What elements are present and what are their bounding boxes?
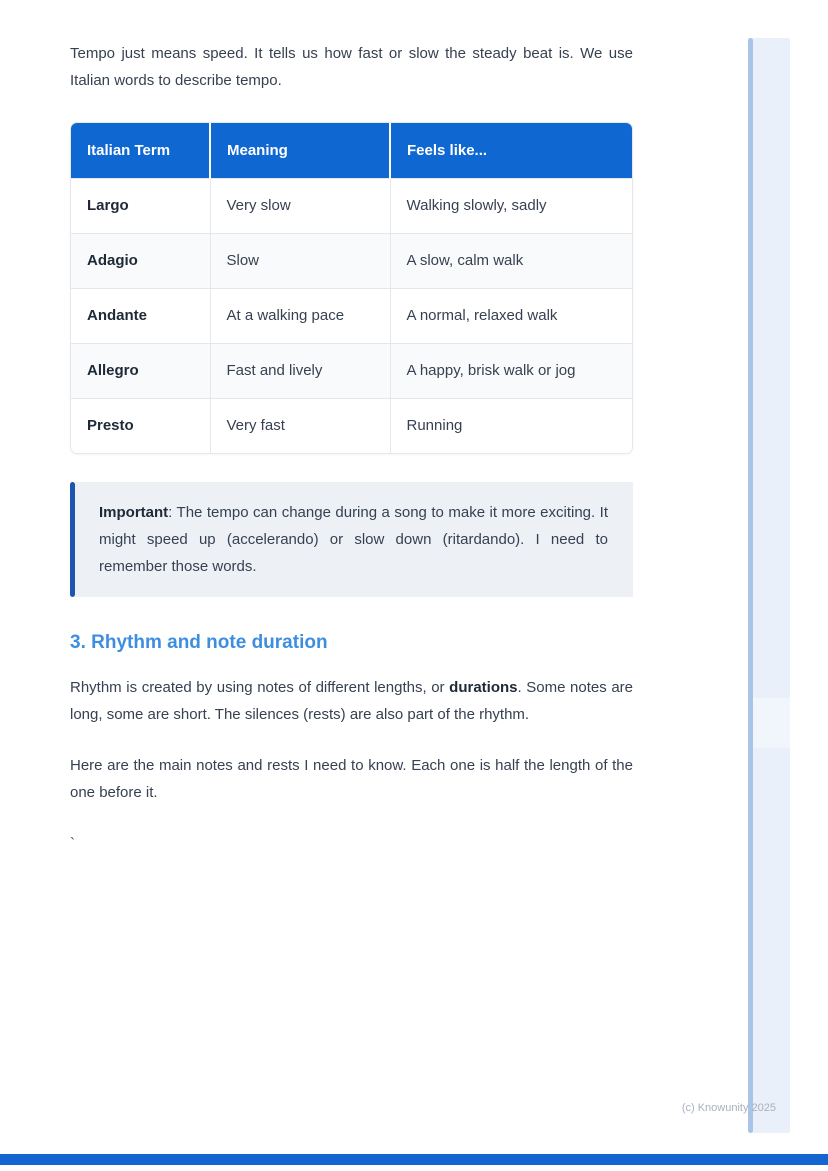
stray-backtick: `	[70, 835, 75, 852]
callout-body-text: : The tempo can change during a song to make it more exciting. It might speed up (accelerando) or slow down (ritardando). I need to remember those words.	[99, 504, 608, 575]
rhythm-text-before: Rhythm is created by using notes of different lengths, or	[70, 679, 450, 696]
tempo-table-header	[71, 123, 632, 178]
term-cell: Allegro	[71, 343, 210, 398]
feels-cell: A happy, brisk walk or jog	[390, 343, 632, 398]
copyright-note: (c) Knowunity 2025	[681, 1102, 776, 1114]
tempo-table-body	[71, 178, 632, 453]
header-meaning: Meaning	[210, 123, 390, 178]
section-heading-rhythm: 3. Rhythm and note duration	[70, 632, 328, 653]
meaning-cell: At a walking pace	[210, 288, 390, 343]
rhythm-text-after: . Some notes are long, some are short. The silences (rests) are also part of the rhythm.	[70, 679, 633, 723]
table-row-adagio	[71, 233, 632, 288]
meaning-cell: Very slow	[210, 178, 390, 233]
feels-cell: Walking slowly, sadly	[390, 178, 632, 233]
scrollbar-thumb[interactable]	[748, 38, 753, 1133]
page-content	[70, 40, 633, 857]
intro-paragraph: Tempo just means speed. It tells us how fast or slow the steady beat is. We use Italian words to describe tempo.	[70, 45, 633, 89]
term-cell: Presto	[71, 398, 210, 453]
term-cell: Andante	[71, 288, 210, 343]
table-row-presto	[71, 398, 632, 453]
meaning-cell: Slow	[210, 233, 390, 288]
page-bottom-accent-bar	[0, 1154, 828, 1165]
tempo-table-grid	[71, 123, 632, 453]
header-italian-term: Italian Term	[71, 123, 210, 178]
header-row	[71, 123, 632, 178]
callout-text	[75, 482, 633, 597]
rhythm-paragraph	[70, 674, 633, 728]
term-cell: Largo	[71, 178, 210, 233]
feels-cell: A normal, relaxed walk	[390, 288, 632, 343]
table-row-allegro	[71, 343, 632, 398]
header-feels-like: Feels like...	[390, 123, 632, 178]
notes-paragraph: Here are the main notes and rests I need to know. Each one is half the length of the one before it.	[70, 757, 633, 801]
table-row-largo	[71, 178, 632, 233]
feels-cell: Running	[390, 398, 632, 453]
table-row-andante	[71, 288, 632, 343]
feels-cell: A slow, calm walk	[390, 233, 632, 288]
important-callout	[70, 482, 633, 597]
callout-label: Important	[99, 504, 169, 521]
scroll-strip-highlight	[753, 698, 790, 748]
meaning-cell: Fast and lively	[210, 343, 390, 398]
page-scroll-strip	[748, 38, 790, 1133]
rhythm-text-bold: durations	[449, 679, 518, 696]
term-cell: Adagio	[71, 233, 210, 288]
tempo-table	[70, 122, 633, 454]
meaning-cell: Very fast	[210, 398, 390, 453]
